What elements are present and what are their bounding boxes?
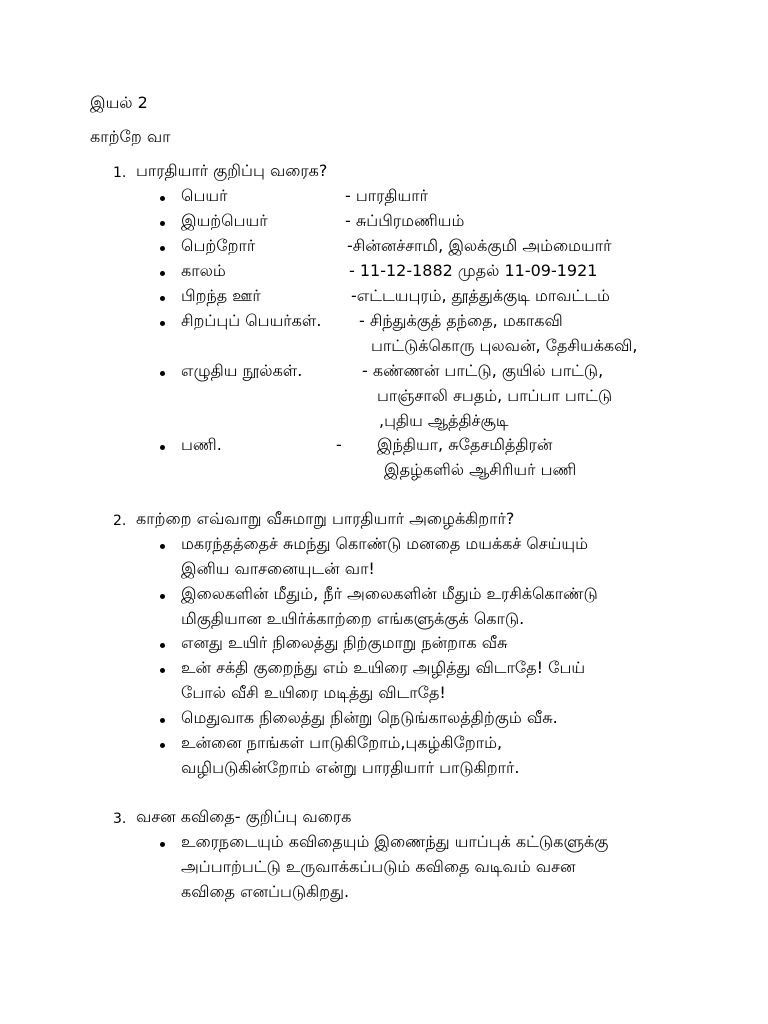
lesson-title: காற்றே வா bbox=[90, 127, 171, 146]
q1-item-value-cont: ,புதிய ஆத்திச்சூடி bbox=[379, 411, 509, 430]
bullet bbox=[160, 643, 165, 648]
q3-point: உரைநடையும் கவிதையும் இணைந்து யாப்புக் கட்டுகளுக்கு bbox=[181, 832, 609, 851]
q2-point-cont: இனிய வாசனையுடன் வா! bbox=[181, 559, 375, 578]
bullet bbox=[160, 296, 165, 301]
q1-item-value: -சின்னச்சாமி, இலக்குமி அம்மையார் bbox=[347, 236, 612, 255]
bullet bbox=[160, 544, 165, 549]
q1-item-label: பிறந்த ஊர் bbox=[181, 286, 261, 305]
q1-item-value: - bbox=[336, 435, 342, 454]
q1-item-value: - 11-12-1882 முதல் 11-09-1921 bbox=[349, 261, 598, 280]
q1-item-label: காலம் bbox=[181, 261, 226, 280]
q1-item-label: சிறப்புப் பெயர்கள். bbox=[181, 311, 322, 330]
q1-item-label: எழுதிய நூல்கள். bbox=[181, 361, 303, 380]
q1-item-value: - பாரதியார் bbox=[345, 186, 428, 205]
q3-point-cont: அப்பாற்பட்டு உருவாக்கப்படும் கவிதை வடிவம் வசன bbox=[181, 857, 576, 876]
bullet bbox=[160, 196, 165, 201]
bullet bbox=[160, 271, 165, 276]
q1-item-value: - சிந்துக்குத் தந்தை, மகாகவி bbox=[359, 311, 563, 330]
q1-question: பாரதியார் குறிப்பு வரைக? bbox=[136, 161, 328, 180]
q2-point-cont: மிகுதியான உயிர்க்காற்றை எங்களுக்குக் கொடு. bbox=[181, 609, 525, 628]
q1-item-value: - கண்ணன் பாட்டு, குயில் பாட்டு, bbox=[362, 361, 604, 380]
q2-point: உன்னை நாங்கள் பாடுகிறோம்,புகழ்கிறோம், bbox=[181, 733, 503, 752]
bullet bbox=[160, 221, 165, 226]
bullet bbox=[160, 668, 165, 673]
q1-item-value: -எட்டயபுரம், தூத்துக்குடி மாவட்டம் bbox=[351, 286, 610, 305]
q3-question: வசன கவிதை- குறிப்பு வரைக bbox=[136, 807, 352, 826]
q3-number: 3. bbox=[113, 811, 127, 827]
q1-number: 1. bbox=[113, 165, 127, 181]
q1-item-value-cont: இதழ்களில் ஆசிரியர் பணி bbox=[384, 460, 577, 479]
bullet bbox=[160, 246, 165, 251]
q2-point: எனது உயிர் நிலைத்து நிற்குமாறு நன்றாக வீசு bbox=[181, 633, 508, 652]
bullet bbox=[160, 743, 165, 748]
q1-item-value: - சுப்பிரமணியம் bbox=[345, 211, 465, 230]
q1-item-label: பணி. bbox=[181, 435, 222, 454]
q1-item-label: இயற்பெயர் bbox=[181, 211, 268, 230]
q1-item-value-cont: பாட்டுக்கொரு புலவன், தேசியக்கவி, bbox=[371, 336, 638, 355]
q2-point-cont: போல் வீசி உயிரை மடித்து விடாதே! bbox=[181, 683, 446, 702]
q2-point: உன் சக்தி குறைந்து எம் உயிரை அழித்து விடாதே! பேய் bbox=[181, 658, 586, 677]
chapter-heading: இயல் 2 bbox=[90, 93, 148, 112]
q2-point-cont: வழிபடுகின்றோம் என்று பாரதியார் பாடுகிறார். bbox=[181, 758, 520, 777]
bullet bbox=[160, 718, 165, 723]
q1-item-value-b: இந்தியா, சுதேசமித்திரன் bbox=[377, 435, 553, 454]
q2-point: மெதுவாக நிலைத்து நின்று நெடுங்காலத்திற்கும் வீசு. bbox=[181, 708, 558, 727]
bullet bbox=[160, 445, 165, 450]
q1-item-value-cont: பாஞ்சாலி சபதம், பாப்பா பாட்டு bbox=[377, 386, 613, 405]
bullet bbox=[160, 594, 165, 599]
bullet bbox=[160, 842, 165, 847]
q2-point: மகரந்தத்தைச் சுமந்து கொண்டு மனதை மயக்கச் செய்யும் bbox=[181, 534, 588, 553]
bullet bbox=[160, 321, 165, 326]
q2-point: இலைகளின் மீதும், நீர் அலைகளின் மீதும் உரசிக்கொண்டு bbox=[181, 584, 598, 603]
q3-point-cont: கவிதை எனப்படுகிறது. bbox=[181, 882, 350, 901]
bullet bbox=[160, 371, 165, 376]
q1-item-label: பெயர் bbox=[181, 186, 228, 205]
q2-number: 2. bbox=[113, 513, 127, 529]
q1-item-label: பெற்றோர் bbox=[181, 236, 256, 255]
q2-question: காற்றை எவ்வாறு வீசுமாறு பாரதியார் அழைக்கிறார்? bbox=[136, 509, 515, 528]
